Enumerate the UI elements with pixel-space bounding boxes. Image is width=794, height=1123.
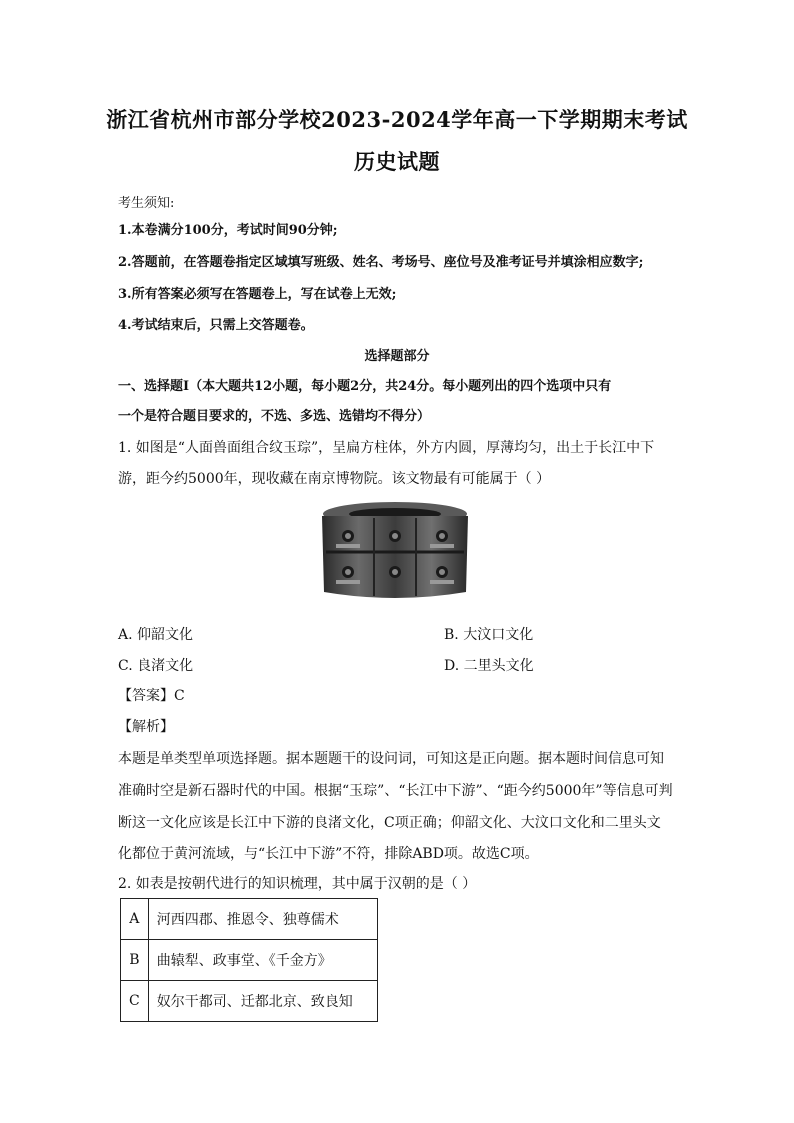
table-row (121, 899, 378, 940)
table-row (121, 981, 378, 1022)
q1-option-c: C. 良渚文化 (118, 658, 194, 674)
q1-analysis-line-2: 准确时空是新石器时代的中国。根据“玉琮”、“长江中下游”、“距今约5000年”等信息可判 (118, 783, 673, 799)
jade-cong-image (316, 500, 474, 605)
notice-heading: 考生须知: (118, 196, 175, 211)
q1-stem-line-2: 游，距今约5000年，现收藏在南京博物院。该文物最有可能属于（ ） (118, 471, 551, 487)
q1-analysis-line-4: 化都位于黄河流域，与“长江中下游”不符，排除ABD项。故选C项。 (118, 846, 539, 862)
q1-analysis-label: 【解析】 (118, 719, 174, 735)
notice-item-3: 3.所有答案必须写在答题卷上，写在试卷上无效; (118, 287, 397, 302)
q1-option-b: B. 大汶口文化 (444, 627, 534, 643)
notice-item-2: 2.答题前，在答题卷指定区域填写班级、姓名、考场号、座位号及准考证号并填涂相应数字; (118, 255, 644, 270)
section-instruction-2: 一个是符合题目要求的，不选、多选、选错均不得分） (118, 409, 431, 424)
exam-subtitle: 历史试题 (354, 149, 440, 174)
q2-stem: 2. 如表是按朝代进行的知识梳理，其中属于汉朝的是（ ） (118, 876, 477, 892)
table-cell-value: 河西四郡、推恩令、独尊儒术 (148, 899, 377, 940)
table-row (121, 940, 378, 981)
q1-option-a: A. 仰韶文化 (118, 627, 194, 643)
q1-analysis-line-3: 断这一文化应该是长江中下游的良渚文化，C项正确；仰韶文化、大汶口文化和二里头文 (118, 815, 661, 831)
q1-answer: 【答案】C (118, 688, 185, 704)
q1-analysis-line-1: 本题是单类型单项选择题。据本题题干的设问词，可知这是正向题。据本题时间信息可知 (118, 751, 664, 767)
section-title: 选择题部分 (364, 349, 430, 364)
q1-stem-line-1: 1. 如图是“人面兽面组合纹玉琮”，呈扁方柱体，外方内圆，厚薄均匀，出土于长江中下 (118, 440, 655, 456)
table-cell-value: 曲辕犁、政事堂、《千金方》 (148, 940, 377, 981)
exam-title: 浙江省杭州市部分学校2023-2024学年高一下学期期末考试 (106, 107, 688, 132)
notice-item-4: 4.考试结束后，只需上交答题卷。 (118, 318, 314, 333)
q1-option-d: D. 二里头文化 (444, 658, 534, 674)
table-cell-key: C (121, 981, 149, 1022)
q2-table (120, 898, 378, 1022)
notice-item-1: 1.本卷满分100分，考试时间90分钟; (118, 223, 338, 238)
section-instruction-1: 一、选择题Ⅰ（本大题共12小题，每小题2分，共24分。每小题列出的四个选项中只有 (118, 379, 612, 394)
table-cell-key: B (121, 940, 149, 981)
table-cell-key: A (121, 899, 149, 940)
table-cell-value: 奴尔干都司、迁都北京、致良知 (148, 981, 377, 1022)
